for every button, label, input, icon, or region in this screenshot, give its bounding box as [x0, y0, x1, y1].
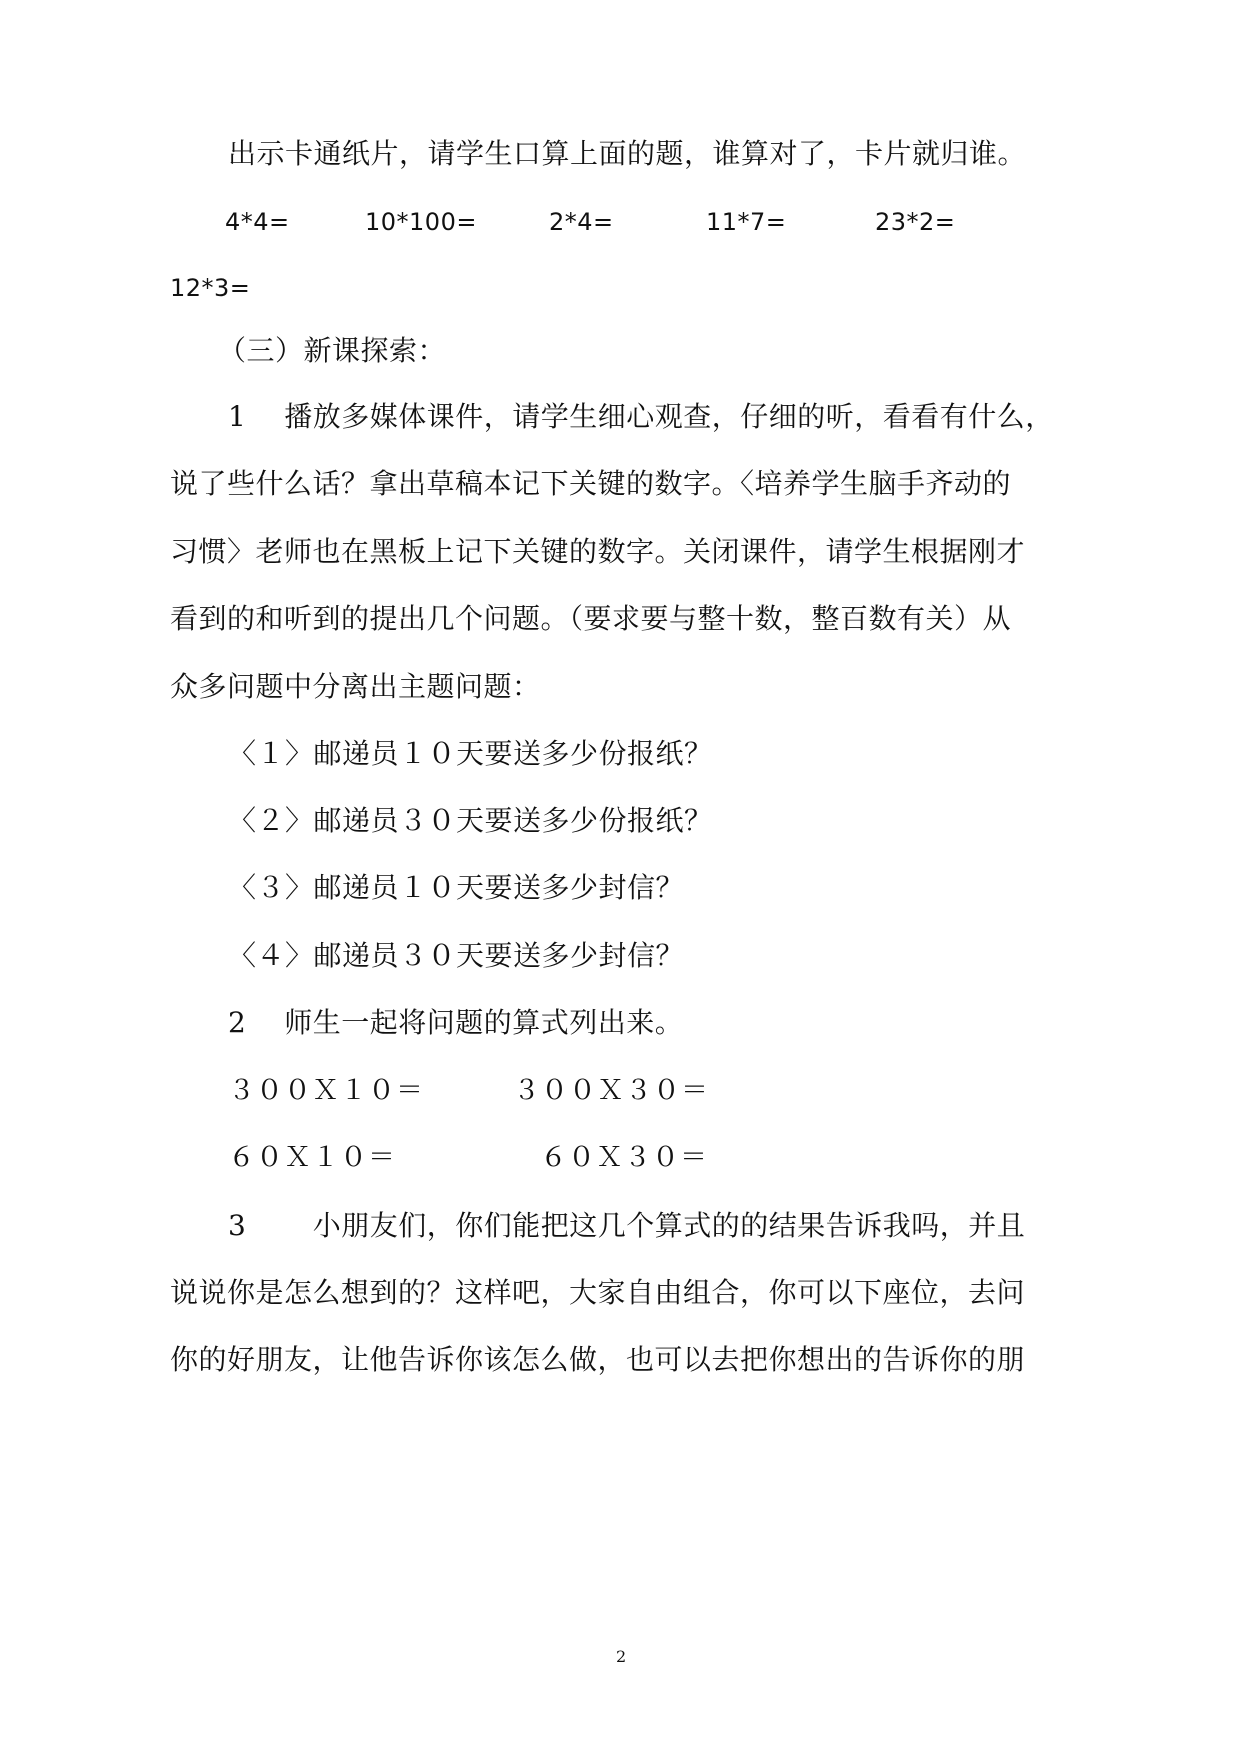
oral-problem: 2*4=: [549, 208, 614, 236]
paragraph-line: 习惯〉老师也在黑板上记下关键的数字。关闭课件，请学生根据刚才: [170, 535, 1026, 568]
paragraph-line: 你的好朋友，让他告诉你该怎么做，也可以去把你想出的告诉你的朋: [170, 1343, 1026, 1376]
equation: ３００Ｘ３０＝: [513, 1075, 709, 1106]
paragraph-line: 众多问题中分离出主题问题：: [170, 670, 541, 703]
section-heading: （三）新课探索：: [218, 334, 447, 367]
equation: ３００Ｘ１０＝: [228, 1075, 424, 1106]
equation: ６０Ｘ１０＝: [228, 1142, 396, 1173]
equation: ６０Ｘ３０＝: [540, 1142, 708, 1173]
question-item: 〈１〉邮递员１０天要送多少份报纸？: [228, 737, 713, 770]
paragraph-line: 3 小朋友们，你们能把这几个算式的的结果告诉我吗，并且: [228, 1209, 1026, 1242]
paragraph-line: 2 师生一起将问题的算式列出来。: [228, 1006, 684, 1039]
oral-problem: 23*2=: [875, 208, 956, 236]
paragraph-line: 说说你是怎么想到的？这样吧，大家自由组合，你可以下座位，去问: [170, 1276, 1026, 1309]
paragraph-card-intro: 出示卡通纸片，请学生口算上面的题，谁算对了，卡片就归谁。: [228, 137, 1027, 170]
paragraph-line: 说了些什么话？拿出草稿本记下关键的数字。〈培养学生脑手齐动的: [170, 467, 1012, 500]
paragraph-line: 看到的和听到的提出几个问题。（要求要与整十数，整百数有关）从: [170, 602, 1012, 635]
oral-problem: 12*3=: [170, 274, 251, 302]
oral-problem: 4*4=: [225, 208, 290, 236]
question-item: 〈４〉邮递员３０天要送多少封信？: [228, 939, 685, 972]
oral-problem: 11*7=: [706, 208, 787, 236]
oral-problem: 10*100=: [365, 208, 477, 236]
question-item: 〈３〉邮递员１０天要送多少封信？: [228, 871, 685, 904]
page-number: 2: [616, 1647, 627, 1666]
question-item: 〈２〉邮递员３０天要送多少份报纸？: [228, 804, 713, 837]
paragraph-line: 1 播放多媒体课件，请学生细心观查，仔细的听，看看有什么，: [228, 400, 1054, 433]
